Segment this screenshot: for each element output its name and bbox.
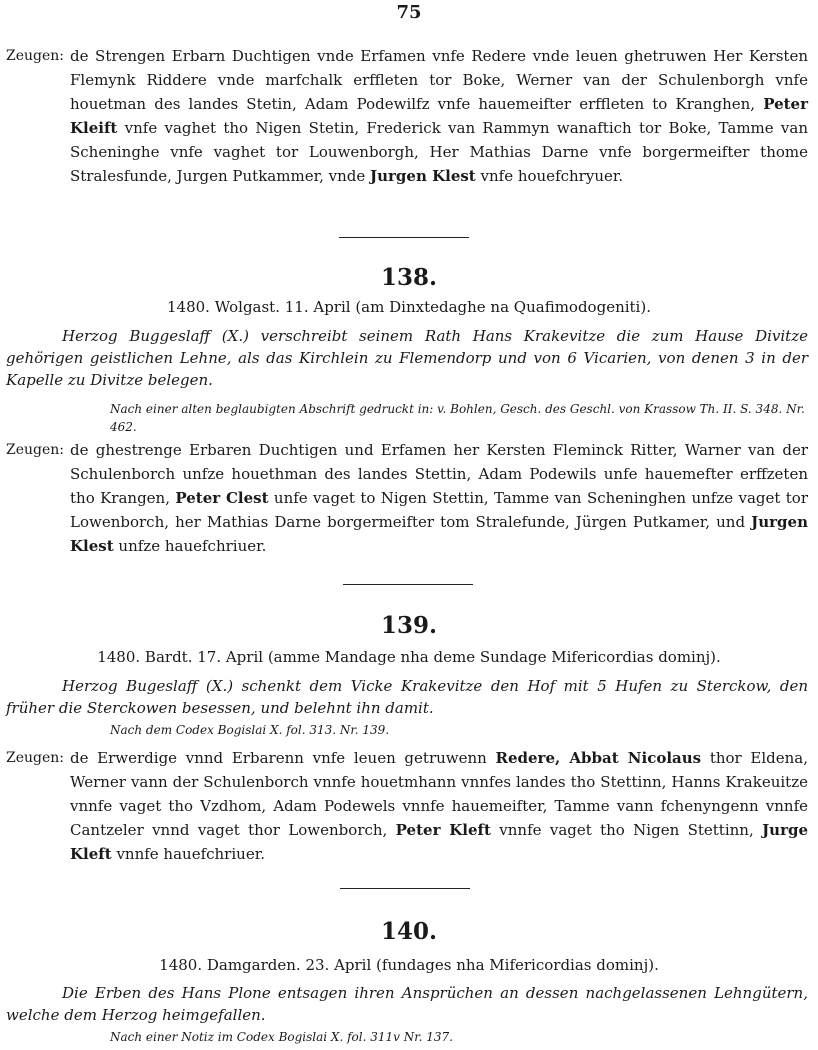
document-date-139: 1480. Bardt. 17. April (amme Mandage nha deme Sundage Mifericordias dominj). (97, 648, 721, 666)
source-note-140: Nach einer Notiz im Codex Bogislai X. fol. 311v Nr. 137. (110, 1030, 453, 1044)
source-note-138: Nach einer alten beglaubigten Abschrift gedruckt in: v. Bohlen, Gesch. des Geschl. von Krassow Th. II. S. 348. Nr. 462. (110, 402, 805, 434)
person-name-bold: Peter Kleift (70, 95, 808, 137)
person-name-bold: Peter Clest (175, 489, 269, 507)
person-name-bold: Peter Kleft (395, 821, 491, 839)
page-number: 75 (396, 2, 422, 23)
regest-140: Die Erben des Hans Plone entsagen ihren Ansprüchen an dessen nachgelassenen Lehngütern, welche dem Herzog heimgefallen. (6, 984, 808, 1024)
regest-139: Herzog Bugeslaff (X.) schenkt dem Vicke Krakevitze den Hof mit 5 Hufen zu Sterckow, den früher die Sterckowen besessen, und belehnt ihn damit. (6, 677, 808, 717)
person-name-bold: Jurgen Klest (70, 513, 808, 555)
witness-block-139 (6, 746, 808, 866)
document-date-140: 1480. Damgarden. 23. April (fundages nha Mifericordias dominj). (159, 956, 659, 974)
witness-block-top (6, 44, 808, 188)
section-divider (340, 888, 470, 889)
witness-label: Zeugen: (6, 442, 65, 458)
document-number-139: 139. (380, 612, 438, 639)
source-note-139: Nach dem Codex Bogislai X. fol. 313. Nr. 139. (110, 723, 390, 737)
document-number-138: 138. (380, 264, 438, 291)
document-number-140: 140. (380, 918, 438, 945)
person-name-bold: Jurge Kleft (70, 821, 808, 863)
person-name-bold: Redere, Abbat Nicolaus (495, 749, 702, 767)
regest-138: Herzog Buggeslaff (X.) verschreibt seinem Rath Hans Krakevitze die zum Hause Divitze gehörigen geistlichen Lehne, als das Kirchlein zu Flemendorp und von 6 Vicarien, von denen 3 in der Kapelle zu Divitze belegen. (6, 327, 808, 389)
section-divider (343, 584, 473, 585)
section-divider (339, 237, 469, 238)
witness-text: de Strengen Erbarn Duchtigen vnde Erfamen vnfe Redere vnde leuen ghetruwen Her Kersten Flemynk Riddere vnde marfchalk erffleten tor Boke, Werner van der Schulenborgh vnfe houetman des landes Stetin, Adam Podewilfz vnfe hauemeifter erffleten to Kranghen, Peter Kleift vnfe vaghet tho Nigen Stetin, Frederick van Rammyn wanaftich tor Boke, Tamme van Scheninghe vnfe vaghet tor Louwenborgh, Her Mathias Darne vnfe borgermeifter thome Stralesfunde, Jurgen Putkammer, vnde Jurgen Klest vnfe houefchryuer. (70, 47, 808, 185)
person-name-bold: Jurgen Klest (370, 167, 476, 185)
document-date-138: 1480. Wolgast. 11. April (am Dinxtedaghe na Quafimodogeniti). (167, 298, 651, 316)
witness-text: de Erwerdige vnnd Erbarenn vnfe leuen getruwenn Redere, Abbat Nicolaus thor Eldena, Werner vann der Schulenborch vnnfe houetmhann vnnfes landes tho Stettinn, Hanns Krakeuitze vnnfe vaget tho Vzdhom, Adam Podewels vnnfe hauemeifter, Tamme vann fchenyngenn vnnfe Cantzeler vnnd vaget thor Lowenborch, Peter Kleft vnnfe vaget tho Nigen Stettinn, Jurge Kleft vnnfe hauefchriuer. (70, 749, 809, 863)
witness-text: de ghestrenge Erbaren Duchtigen und Erfamen her Kersten Fleminck Ritter, Warner van der Schulenborch unfze houethman des landes Stettin, Adam Podewils unfe hauemefter erffzeten tho Krangen, Peter Clest unfe vaget to Nigen Stettin, Tamme van Scheninghen unfze vaget tor Lowenborch, her Mathias Darne borgermeifter tom Stralefunde, Jürgen Putkamer, und Jurgen Klest unfze hauefchriuer. (70, 441, 808, 555)
witness-label: Zeugen: (6, 48, 65, 64)
witness-block-138 (6, 438, 808, 558)
witness-label: Zeugen: (6, 750, 65, 766)
